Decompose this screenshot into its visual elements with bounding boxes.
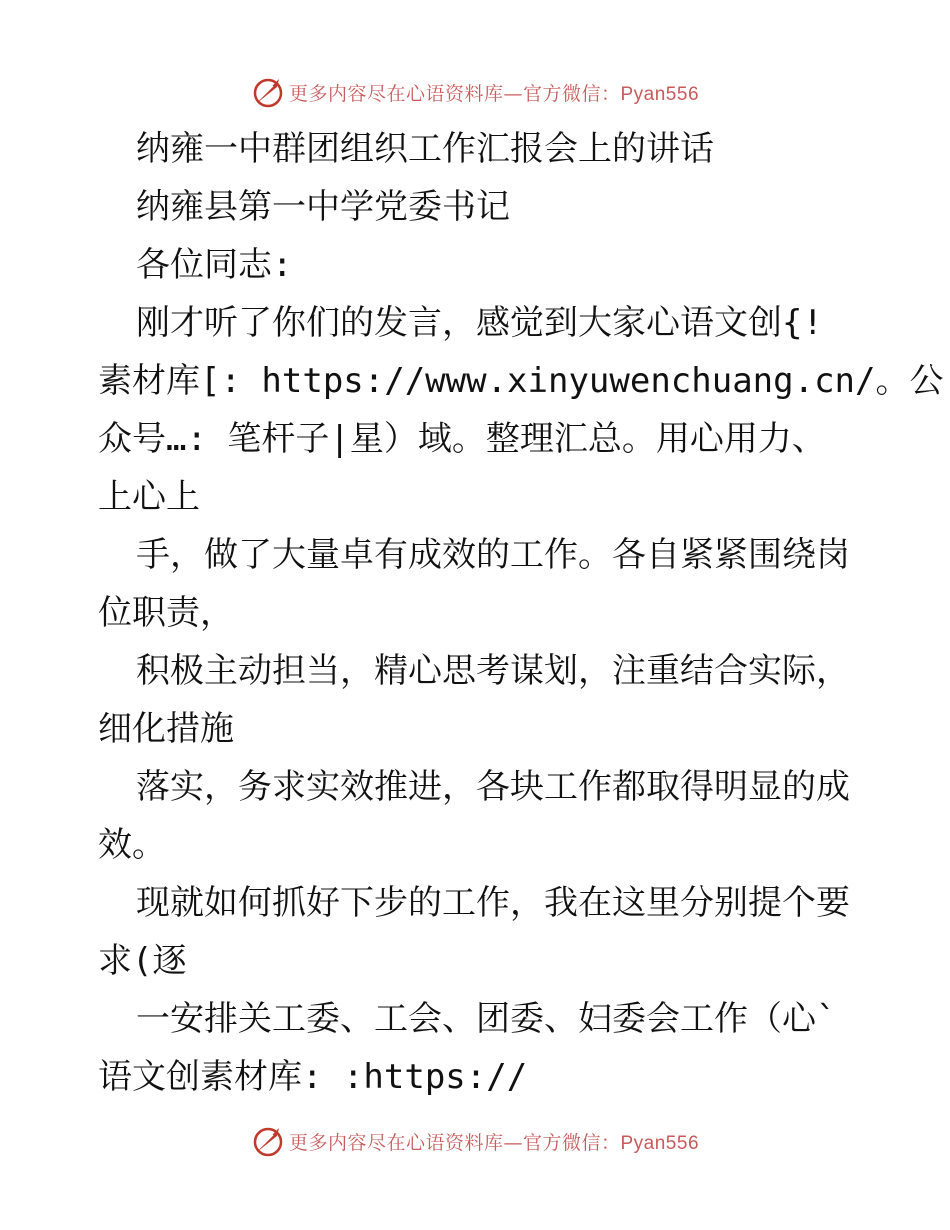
document-line: 细化措施	[98, 709, 234, 749]
document-line: 效。	[98, 825, 166, 865]
document-line: 语文创素材库: :https://	[98, 1057, 528, 1097]
watermark-banner-bottom	[0, 1121, 950, 1161]
feather-pen-logo-icon	[251, 75, 285, 109]
document-line: 上心上	[98, 477, 200, 517]
document-line: 纳雍一中群团组织工作汇报会上的讲话	[136, 129, 714, 169]
watermark-text: 更多内容尽在心语资料库—官方微信：Pyan556	[288, 82, 700, 105]
watermark-text: 更多内容尽在心语资料库—官方微信：Pyan556	[288, 1131, 700, 1154]
document-line: 现就如何抓好下步的工作，我在这里分别提个要	[136, 883, 850, 923]
document-line: 位职责，	[98, 593, 234, 633]
document-line: 求(逐	[98, 941, 187, 981]
document-line: 众号…: 笔杆子|星）域。整理汇总。用心用力、	[98, 419, 826, 459]
watermark-banner-top	[0, 72, 950, 112]
document-line: 落实，务求实效推进，各块工作都取得明显的成	[136, 767, 850, 807]
document-line: 手，做了大量卓有成效的工作。各自紧紧围绕岗	[136, 535, 850, 575]
document-line: 刚才听了你们的发言，感觉到大家心语文创{!	[136, 303, 823, 343]
document-line: 一安排关工委、工会、团委、妇委会工作（心`	[136, 999, 837, 1039]
document-line: 素材库[: https://www.xinyuwenchuang.cn/。公	[98, 361, 944, 401]
document-line: 各位同志:	[136, 245, 293, 285]
document-line: 积极主动担当，精心思考谋划，注重结合实际，	[136, 651, 850, 691]
document-line: 纳雍县第一中学党委书记	[136, 187, 510, 227]
feather-pen-logo-icon	[251, 1124, 285, 1158]
document-body	[98, 120, 944, 1106]
